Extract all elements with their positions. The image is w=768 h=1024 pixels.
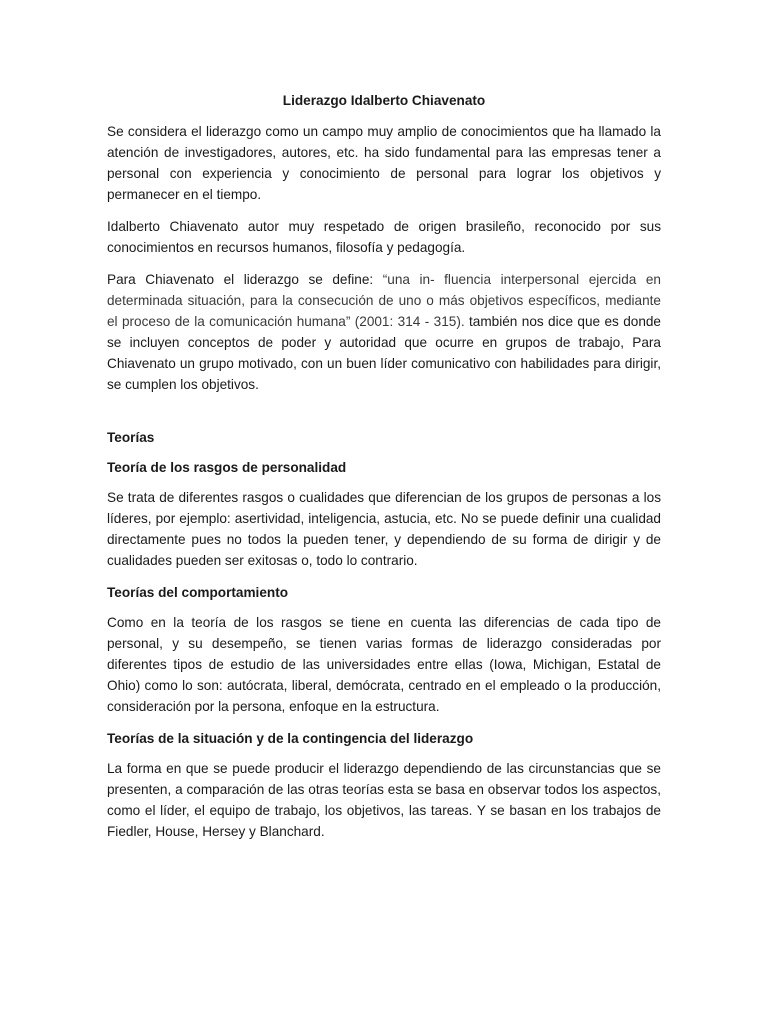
definition-lead: Para Chiavenato el liderazgo se define: — [107, 272, 383, 287]
blank-line — [107, 406, 661, 427]
intro-paragraph-2: Idalberto Chiavenato autor muy respetado de origen brasileño, reconocido por sus conocimientos en recursos humanos, filosofía y pedagogía. — [107, 219, 661, 255]
document-title: Liderazgo Idalberto Chiavenato — [282, 93, 486, 108]
definition-tail: también nos dice que es donde se incluyen conceptos de poder y autoridad que ocurre en grupos de trabajo, Para Chiavenato un grupo motivado, con un buen líder comunicativo con habilidades para dirigir, se cumplen los objetivos. — [107, 314, 661, 392]
definition-quote: “una in- fluencia interpersonal ejercida en determinada situación, para la consecución de uno o más objetivos específicos, mediante el proceso de la comunicación humana” (2001: 314 - 315). — [107, 272, 661, 329]
behavior-heading: Teorías del comportamiento — [107, 585, 289, 600]
traits-heading: Teoría de los rasgos de personalidad — [107, 460, 347, 475]
theories-heading: Teorías — [107, 430, 155, 445]
situation-heading: Teorías de la situación y de la contingencia del liderazgo — [107, 731, 474, 746]
intro-paragraph-3 — [107, 269, 661, 395]
traits-paragraph: Se trata de diferentes rasgos o cualidades que diferencian de los grupos de personas a los líderes, por ejemplo: asertividad, inteligencia, astucia, etc. No se puede definir una cualidad directamente pues no todos la pueden tener, y dependiendo de su forma de dirigir y de cualidades pueden ser exitosas o, todo lo contrario. — [107, 490, 661, 568]
intro-paragraph-1: Se considera el liderazgo como un campo muy amplio de conocimientos que ha llamado la atención de investigadores, autores, etc. ha sido fundamental para las empresas tener a personal con experiencia y conocimiento de personal para lograr los objetivos y permanecer en el tiempo. — [107, 124, 661, 202]
behavior-paragraph: Como en la teoría de los rasgos se tiene en cuenta las diferencias de cada tipo de personal, y su desempeño, se tienen varias formas de liderazgo consideradas por diferentes tipos de estudio de las universidades entre ellas (Iowa, Michigan, Estatal de Ohio) como lo son: autócrata, liberal, demócrata, centrado en el empleado o la producción, consideración por la persona, enfoque en la estructura. — [107, 615, 661, 714]
situation-paragraph: La forma en que se puede producir el liderazgo dependiendo de las circunstancias que se presenten, a comparación de las otras teorías esta se basa en observar todos los aspectos, como el líder, el equipo de trabajo, los objetivos, las tareas. Y se basan en los trabajos de Fiedler, House, Hersey y Blanchard. — [107, 761, 661, 839]
